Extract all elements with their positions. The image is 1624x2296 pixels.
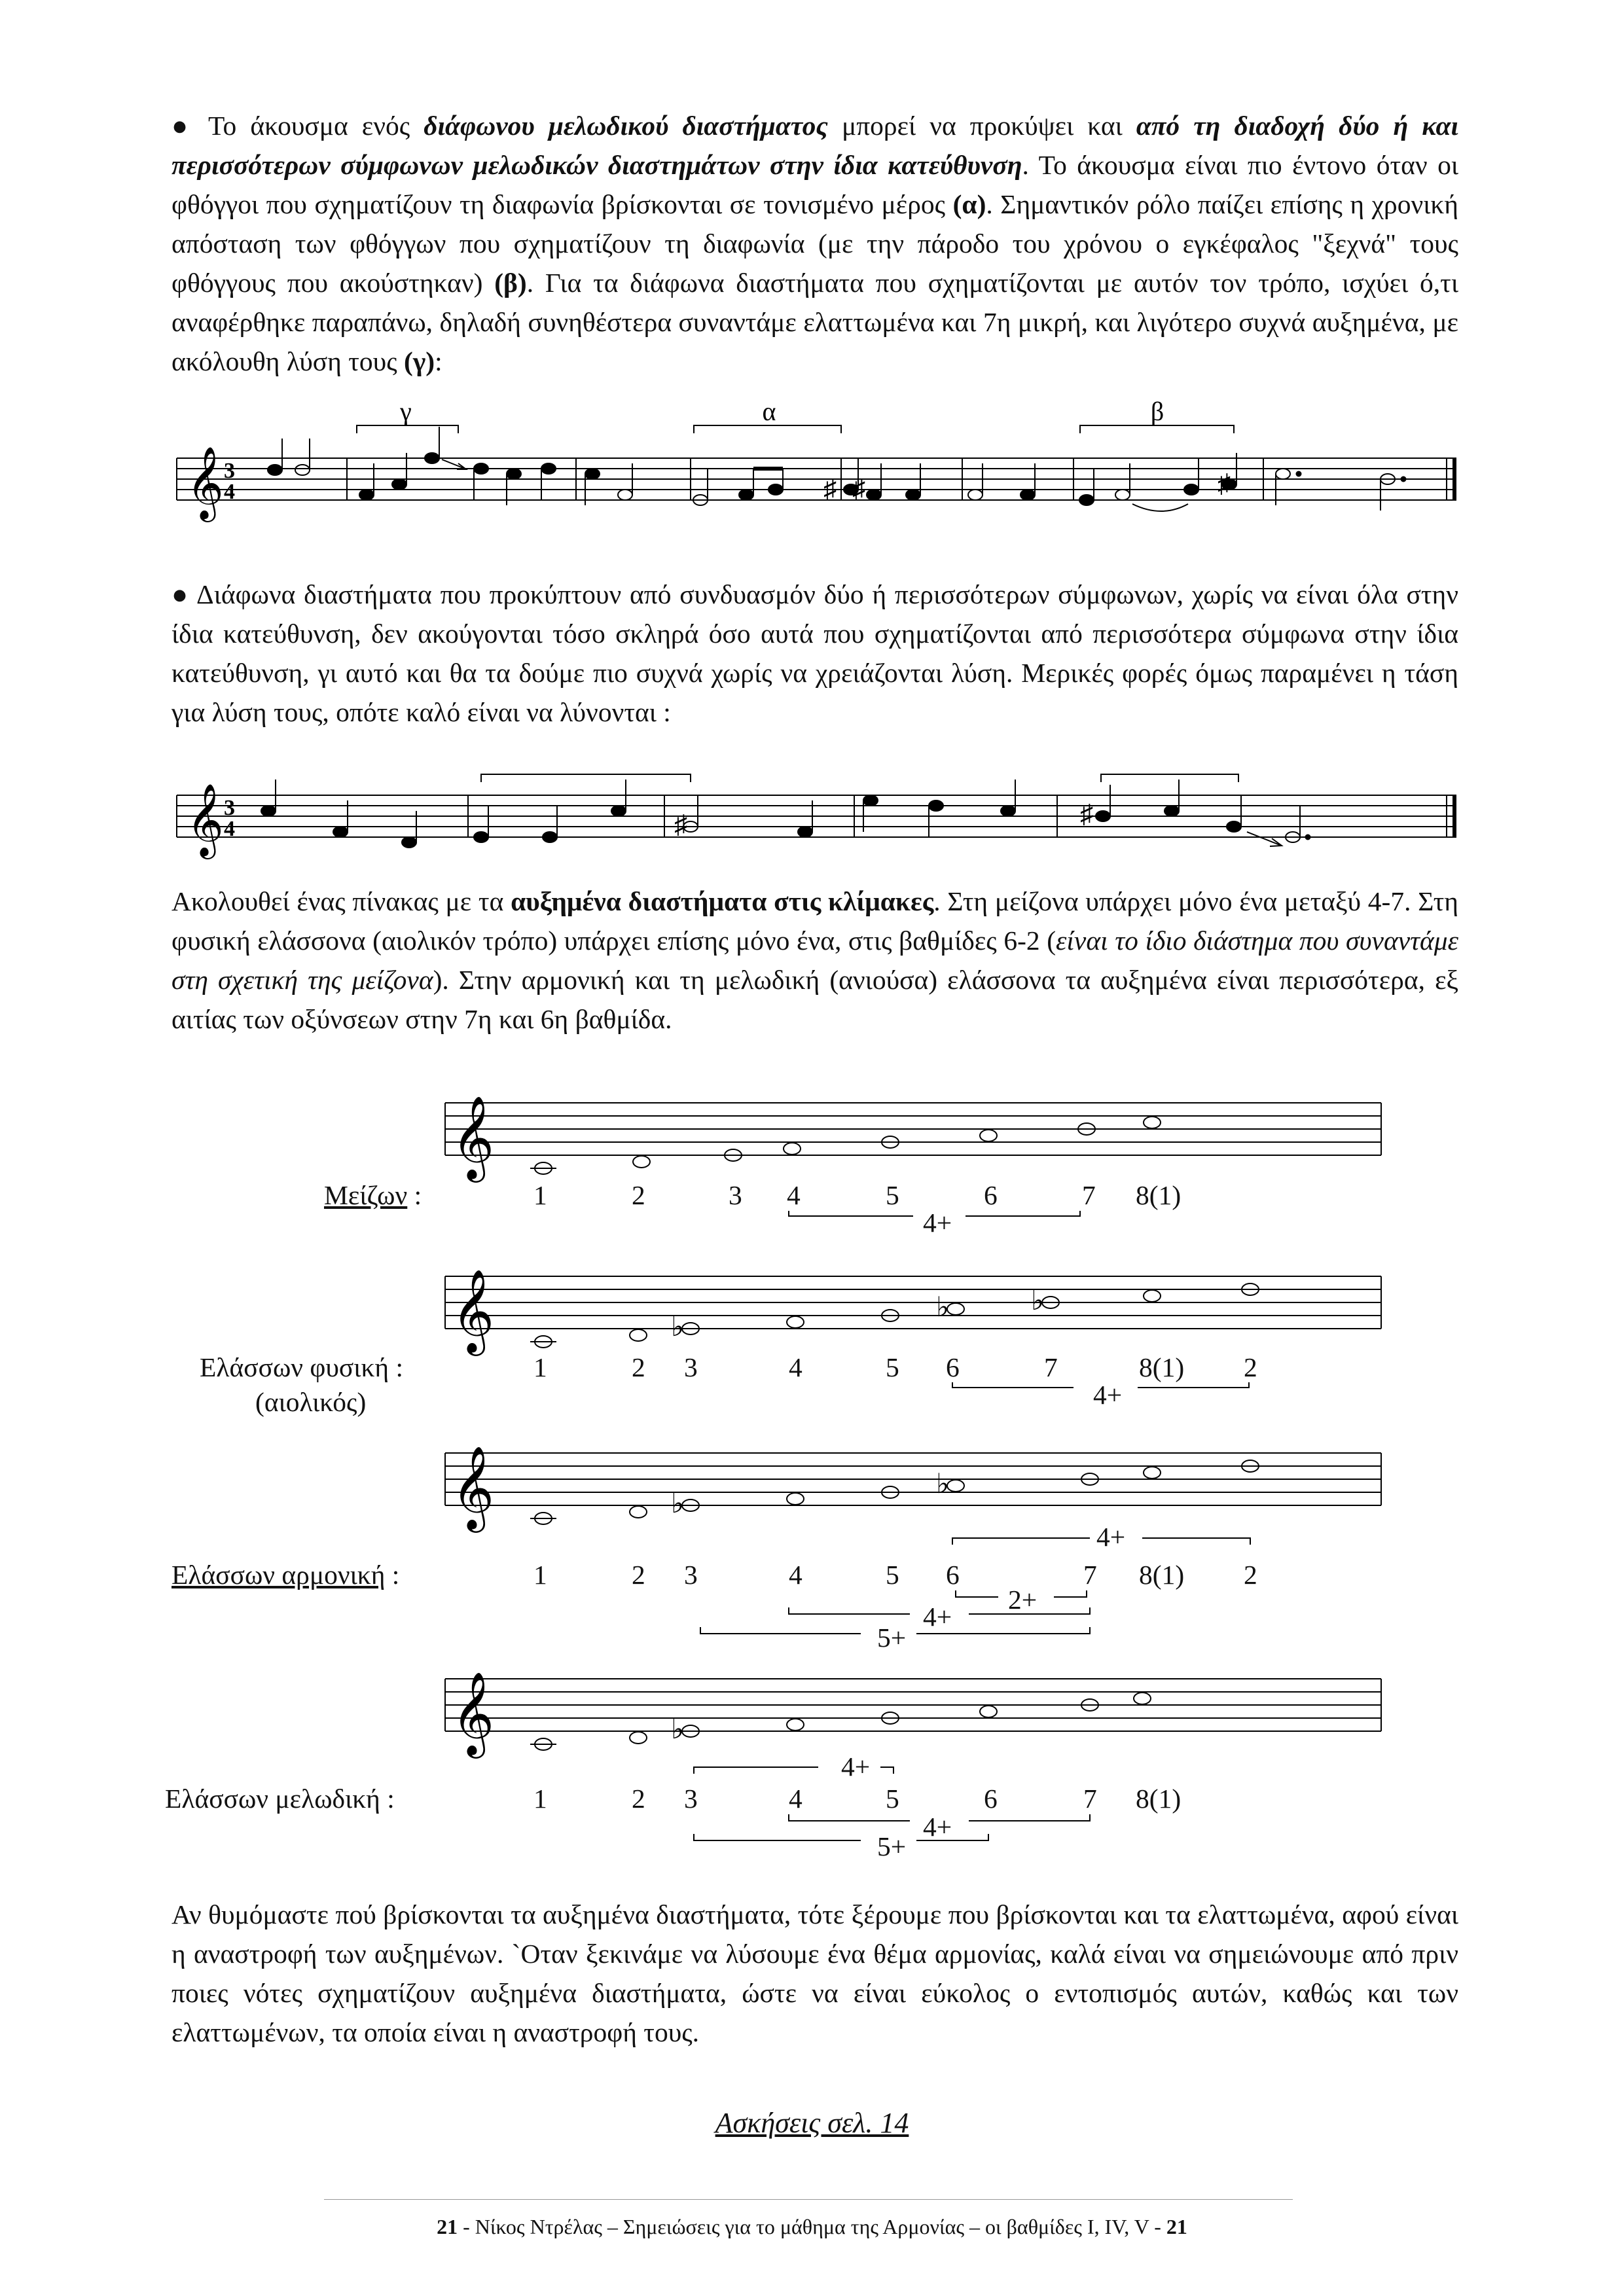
scale-natural-minor-sub: (αιολικός): [255, 1387, 367, 1417]
scale-staff-melodic-minor: [0, 1656, 1624, 1767]
svg-text:♯: ♯: [1218, 469, 1231, 498]
svg-text:♭: ♭: [1031, 1286, 1044, 1316]
svg-text:♭: ♭: [671, 1715, 684, 1745]
music-example-2: [0, 762, 1624, 874]
svg-text:♯: ♯: [1080, 799, 1093, 829]
clef-icon: 𝄞: [452, 1095, 495, 1179]
exercises-link[interactable]: Ασκήσεις σελ. 14: [715, 2107, 909, 2139]
svg-text:3: 3: [224, 459, 235, 483]
svg-text:♭: ♭: [936, 1293, 949, 1323]
scale-melodic-minor-name: Ελάσσων μελωδική :: [165, 1784, 395, 1814]
music-example-1: [0, 397, 1624, 550]
label-alpha: α: [762, 397, 776, 426]
label-beta: β: [1150, 397, 1164, 426]
paragraph-3: Ακολουθεί ένας πίνακας με τα αυξημένα διαστήματα στις κλίμακες. Στη μείζονα υπάρχει μόνο ένα μεταξύ 4-7. Στη φυσική ελάσσονα (αιολικόν τρόπο) υπάρχει επίσης μόνο ένα, στις βαθμίδες 6-2 (είναι το ίδιο διάστημα που συναντάμε στη σχετική της μείζονα). Στην αρμονική και τη μελωδική (ανιούσα) ελάσσονα τα αυξημένα είναι περισσότερα, εξ αιτίας των οξύνσεων στην 7η και 6η βαθμίδα.: [171, 886, 1458, 1034]
label-gamma: γ: [400, 397, 412, 426]
clef-icon: 𝄞: [452, 1445, 495, 1529]
emph-succession: από τη διαδοχή δύο ή και περισσότερων σύμφωνων μελωδικών διαστημάτων στην ίδια κατεύθυνση: [171, 111, 1458, 180]
svg-text:♭: ♭: [671, 1312, 684, 1342]
paragraph-1: ● Το άκουσμα ενός διάφωνου μελωδικού διαστήματος μπορεί να προκύψει και από τη διαδοχή δύο ή και περισσότερων σύμφωνων μελωδικών διαστημάτων στην ίδια κατεύθυνση. Το άκουσμα είναι πιο έντονο όταν οι φθόγγοι που σχηματίζουν τη διαφωνία βρίσκονται σε τονισμένο μέρος (α). Σημαντικόν ρόλο παίζει επίσης η χρονική απόσταση των φθόγγων που σχηματίζουν τη διαφωνία (με την πάροδο του χρόνου ο εγκέφαλος "ξεχνά" τους φθόγγους που ακούστηκαν) (β). Για τα διάφωνα διαστήματα που σχηματίζονται με αυτόν τον τρόπο, ισχύει ό,τι αναφέρθηκε παραπάνω, δηλαδή συνηθέστερα συναντάμε ελαττωμένα και 7η μικρή, και λιγότερο συχνά αυξημένα, με ακόλουθη λύση τους (γ):: [171, 111, 1459, 376]
bracket-melodic-minor-lower: [0, 1813, 1624, 1878]
clef-icon: 𝄞: [452, 1268, 495, 1352]
svg-text:♯: ♯: [852, 474, 865, 503]
clef-icon: 𝄞: [187, 783, 224, 856]
bracket-major-aug4: [0, 1210, 1624, 1236]
scale-major-name: Μείζων :: [324, 1180, 422, 1210]
footer-divider: [324, 2199, 1293, 2200]
bracket-harmonic-minor-top: [0, 1525, 1624, 1551]
emph-dissonant: διάφωνου μελωδικού διαστήματος: [424, 111, 828, 141]
paragraph-2: ● Διάφωνα διαστήματα που προκύπτουν από συνδυασμόν δύο ή περισσότερων σύμφωνων, χωρίς να είναι όλα στην ίδια κατεύθυνση, δεν ακούγονται τόσο σκληρά όσο αυτά που σχηματίζονται από περισσότερα σύμφωνα στην ίδια κατεύθυνση, γι αυτό και θα τα δούμε πιο συχνά χωρίς να χρειάζονται λύση. Μερικές φορές όμως παραμένει η τάση για λύση τους, οπότε καλό είναι να λύνονται :: [171, 579, 1458, 727]
scale-staff-major: [0, 1080, 1624, 1191]
scale-natural-minor-name: Ελάσσων φυσική :: [200, 1352, 403, 1382]
scale-staff-natural-minor: [0, 1253, 1624, 1365]
svg-text:4: 4: [224, 480, 235, 504]
svg-text:♭: ♭: [671, 1489, 684, 1519]
svg-text:♭: ♭: [936, 1469, 949, 1499]
paragraph-4: Αν θυμόμαστε πού βρίσκονται τα αυξημένα διαστήματα, τότε ξέρουμε που βρίσκονται και τα ελαττωμένα, αφού είναι η αναστροφή των αυξημένων. `Οταν ξεκινάμε να λύσουμε ένα θέμα αρμονίας, καλά είναι να σημειώνουμε από πριν ποιες νότες σχηματίζουν αυξημένα διαστήματα, ώστε να είναι εύκολος ο εντοπισμός αυτών, καθώς και των ελαττωμένων, τα οποία είναι η αναστροφή τους.: [171, 1899, 1458, 2047]
bracket-natural-minor-aug4: [0, 1381, 1624, 1407]
clef-icon: 𝄞: [452, 1671, 495, 1755]
svg-text:3: 3: [224, 796, 235, 820]
clef-icon: 𝄞: [187, 446, 224, 519]
svg-text:♯: ♯: [674, 810, 687, 839]
svg-text:4: 4: [224, 817, 235, 841]
page-footer: 21 - Νίκος Ντρέλας – Σημειώσεις για το μάθημα της Αρμονίας – οι βαθμίδες Ι, IV, V - 21: [437, 2215, 1187, 2238]
bracket-melodic-minor-top: [0, 1754, 1624, 1780]
svg-text:♯: ♯: [823, 474, 837, 503]
scale-harmonic-minor-name: Ελάσσων αρμονική :: [171, 1560, 400, 1590]
